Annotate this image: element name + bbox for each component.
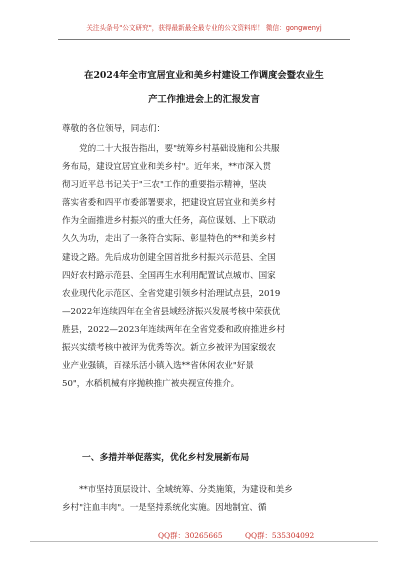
salutation: 尊敬的各位领导，同志们：	[62, 124, 166, 134]
paragraph-line: 乡村"注血丰肉"。一是坚持系统化实施。因地制宜、循	[62, 503, 267, 514]
document-title-line-2: 产工作推进会上的汇报发言	[148, 94, 260, 105]
paragraph-line: 落实省委和四平市委部署要求，把建设宜居宜业和美乡村	[62, 198, 276, 209]
paragraph-2	[62, 481, 352, 517]
paragraph-line: 党的二十大报告指出，要"统筹乡村基础设施和公共服	[62, 144, 280, 154]
paragraph-line: 胜县，2022—2023年连续两年在全省党委和政府推进乡村	[62, 324, 285, 335]
footer-qq-group-2[interactable]: QQ群：535304092	[245, 531, 315, 540]
document-title	[62, 64, 346, 112]
paragraph-1	[62, 140, 352, 393]
paragraph-line: —2022年连续四年在全省县域经济振兴发展考核中荣获优	[62, 306, 281, 317]
paragraph-line: 务布局，建设宜居宜业和美乡村"。近年来，**市深入贯	[62, 162, 272, 173]
footer-qq-group-1[interactable]: QQ群：30265665	[158, 531, 223, 540]
section-1-heading: 一、多措并举促落实，优化乡村发展新布局	[82, 453, 250, 463]
paragraph-line: 50"，水稻机械有序抛秧推广被央视宣传推介。	[62, 379, 240, 390]
paragraph-line: 彻习近平总书记关于"三农"工作的重要指示精神，坚决	[62, 180, 267, 191]
paragraph-line: 农业现代化示范区、全省党建引领乡村治理试点县，2019	[62, 288, 281, 299]
paragraph-line: 振兴实绩考核中被评为优秀等次。新立乡被评为国家级农	[62, 343, 276, 354]
footer-divider	[30, 541, 378, 542]
paragraph-line: 四好农村路示范县、全国再生水利用配置试点城市、国家	[62, 270, 276, 281]
header-banner: 关注头条号"公文研究"，获得最新最全最专业的公文资料库！ 微信：gongwenyj	[86, 24, 322, 32]
paragraph-line: 作为全面推进乡村振兴的重大任务，高位谋划、上下联动	[62, 216, 276, 227]
paragraph-line: 建设之路。先后成功创建全国首批乡村振兴示范县、全国	[62, 252, 276, 263]
paragraph-line: **市坚持顶层设计、全域统筹、分类施策，为建设和美乡	[62, 485, 293, 495]
paragraph-line: 业产业强镇，百禄乐活小镇入选**省休闲农业"好景	[62, 361, 254, 372]
header-divider	[58, 39, 350, 40]
document-title-line-1: 在2024年全市宜居宜业和美乡村建设工作调度会暨农业生	[84, 70, 324, 81]
paragraph-line: 久久为功，走出了一条符合实际、彰显特色的**和美乡村	[62, 234, 276, 245]
